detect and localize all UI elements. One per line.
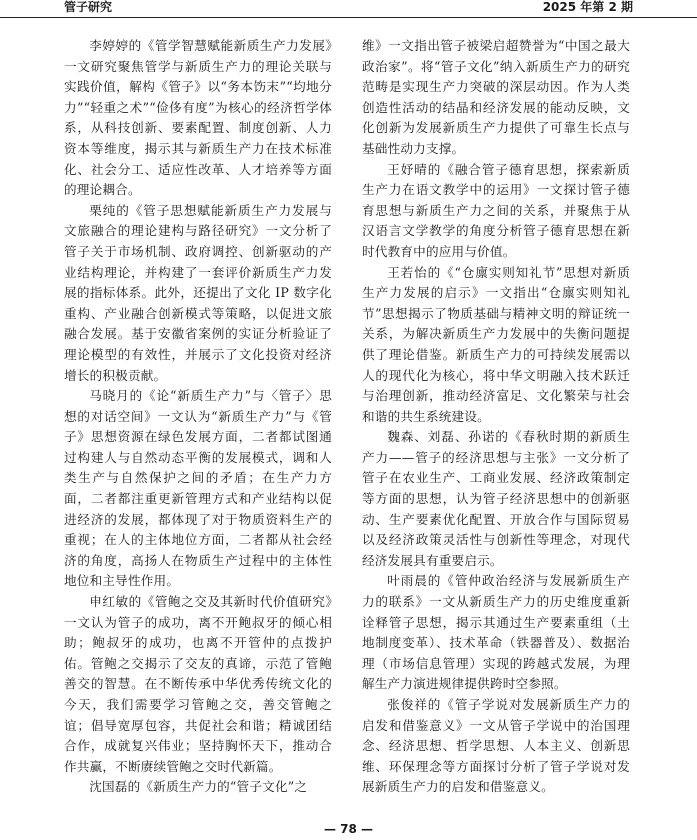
paragraph: 沈国磊的《新质生产力的“管子文化”之 (89, 779, 308, 795)
paragraph: 叶雨晨的《管仲政治经济与发展新质生产力的联系》一文从新质生产力的历史维度重新诠释管子思想，揭示其通过生产要素重组（土地制度变革）、技术革命（铁器普及）、数据治理（市场信息管理）实现的跨越式发展，为理解生产力演进规律提供跨时空参照。 (362, 573, 630, 692)
issue-label: 2025 年第 2 期 (542, 0, 633, 14)
paragraph: 王妤晴的《融合管子德育思想，探索新质生产力在语文教学中的运用》一文探讨管子德育思想与新质生产力之间的关系，并聚焦于从汉语言文学教学的角度分析管子德育思想在新时代教育中的应用与价值。 (362, 161, 630, 259)
paragraph: 王若怡的《“仓廪实则知礼节”思想对新质生产力发展的启示》一文指出“仓廪实则知礼节”思想揭示了物质基础与精神文明的辩证统一关系，为解决新质生产力发展中的失衡问题提供了理论借鉴。新质生产力的可持续发展需以人的现代化为核心，将中华文明融入技术跃迁与治理创新，推动经济富足、文化繁荣与社会和谐的共生系统建设。 (362, 264, 630, 424)
journal-name: 管子研究 (64, 0, 113, 14)
paragraph: 马晓月的《论“新质生产力”与〈管子〉思想的对话空间》一文认为“新质生产力”与《管子》思想资源在绿色发展方面，二者都试图通过构建人与自然动态平衡的发展模式，调和人类生产与自然保护之间的矛盾；在生产力方面，二者都注重更新管理方式和产业结构以促进经济的发展，都体现了对于物质资料生产的重视；在人的主体地位方面，二者都从社会经济的角度，高扬人在物质生产过程中的主体性地位和主导性作用。 (64, 388, 332, 589)
paragraph: 申红敏的《管鲍之交及其新时代价值研究》一文认为管子的成功，离不开鲍叔牙的倾心相助；鲍叔牙的成功，也离不开管仲的点拨护佑。管鲍之交揭示了交友的真谛，示范了管鲍善交的智慧。在不断传承中华优秀传统文化的今天，我们需要学习管鲍之交，善交管鲍之谊；倡导宽厚包容，共促社会和谐；精诚团结合作，成就复兴伟业；坚持胸怀天下，推动合作共赢，不断赓续管鲍之交时代新篇。 (64, 594, 332, 774)
paragraph: 栗纯的《管子思想赋能新质生产力发展与文旅融合的理论建构与路径研究》一文分析了管子关于市场机制、政府调控、创新驱动的产业结构理论，并构建了一套评价新质生产力发展的指标体系。此外，还提出了文化 IP 数字化重构、产业融合创新模式等策略，以促进文旅融合发展。基于安徽省案例的实证分析验证了理论模型的有效性，并展示了文化投资对经济增长的积极贡献。 (64, 202, 332, 383)
paragraph: 李婷婷的《管学智慧赋能新质生产力发展》一文研究聚焦管学与新质生产力的理论关联与实践价值，解构《管子》以“务本饬末”“均地分力”“轻重之术”“俭侈有度”为核心的经济哲学体系，从科技创新、要素配置、制度创新、人力资本等维度，揭示其与新质生产力在技术标准化、社会分工、适应性改革、人才培养等方面的理论耦合。 (64, 38, 332, 198)
paragraph: 张俊祥的《管子学说对发展新质生产力的启发和借鉴意义》一文从管子学说中的治国理念、经济思想、哲学思想、人本主义、创新思维、环保理念等方面探讨分析了管子学说对发展新质生产力的启发和借鉴意义。 (362, 697, 630, 795)
right-column (362, 36, 630, 798)
page-number: — 78 — (323, 822, 374, 836)
paragraph: 魏森、刘磊、孙诺的《春秋时期的新质生产力——管子的经济思想与主张》一文分析了管子在农业生产、工商业发展、经济政策制定等方面的思想，认为管子经济思想中的创新驱动、生产要素优化配置、开放合作与国际贸易以及经济政策灵活性与创新性等理念，对现代经济发展具有重要启示。 (362, 429, 630, 568)
paragraph-continued: 维》一文指出管子被梁启超赞誉为“中国之最大政治家”。将“管子文化”纳入新质生产力的研究范畴是实现生产力突破的深层动因。作为人类创造性活动的结晶和经济发展的能动反映，文化创新为发展新质生产力提供了可靠生长点与基础性动力支撑。 (362, 38, 630, 156)
page-header (0, 0, 697, 18)
left-column (64, 36, 332, 798)
